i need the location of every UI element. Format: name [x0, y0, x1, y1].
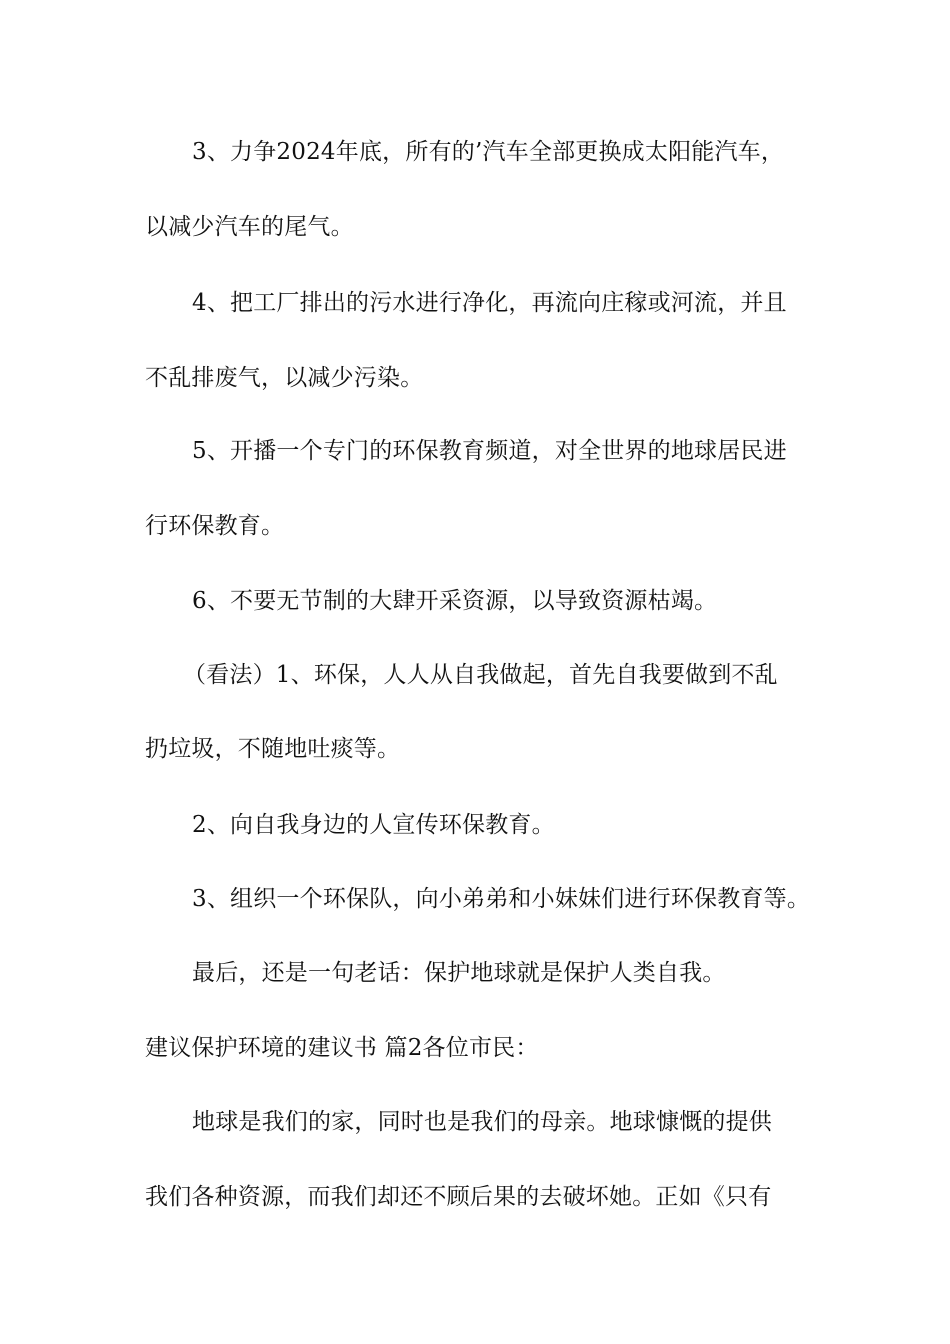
paragraph-line-7: 6、不要无节制的大肆开采资源，以导致资源枯竭。: [192, 588, 718, 614]
paragraph-line-5: 5、开播一个专门的环保教育频道，对全世界的地球居民进: [192, 438, 787, 464]
paragraph-line-4: 不乱排废气，以减少污染。: [145, 365, 424, 391]
paragraph-line-15: 我们各种资源，而我们却还不顾后果的去破坏她。正如《只有: [145, 1184, 772, 1210]
paragraph-line-3: 4、把工厂排出的污水进行净化，再流向庄稼或河流，并且: [192, 290, 787, 316]
paragraph-line-2: 以减少汽车的尾气。: [145, 214, 354, 240]
section-heading: 建议保护环境的建议书 篇2各位市民：: [145, 1035, 539, 1061]
paragraph-line-1: 3、力争2024年底，所有的’汽车全部更换成太阳能汽车，: [192, 139, 785, 165]
paragraph-line-12: 最后，还是一句老话：保护地球就是保护人类自我。: [192, 960, 726, 986]
paragraph-line-10: 2、向自我身边的人宣传环保教育。: [192, 812, 555, 838]
paragraph-line-6: 行环保教育。: [145, 513, 285, 539]
paragraph-line-11: 3、组织一个环保队，向小弟弟和小妹妹们进行环保教育等。: [192, 886, 811, 912]
paragraph-line-8: （看法）1、环保，人人从自我做起，首先自我要做到不乱: [183, 662, 778, 688]
paragraph-line-9: 扔垃圾，不随地吐痰等。: [145, 736, 401, 762]
paragraph-line-14: 地球是我们的家，同时也是我们的母亲。地球慷慨的提供: [192, 1109, 772, 1135]
